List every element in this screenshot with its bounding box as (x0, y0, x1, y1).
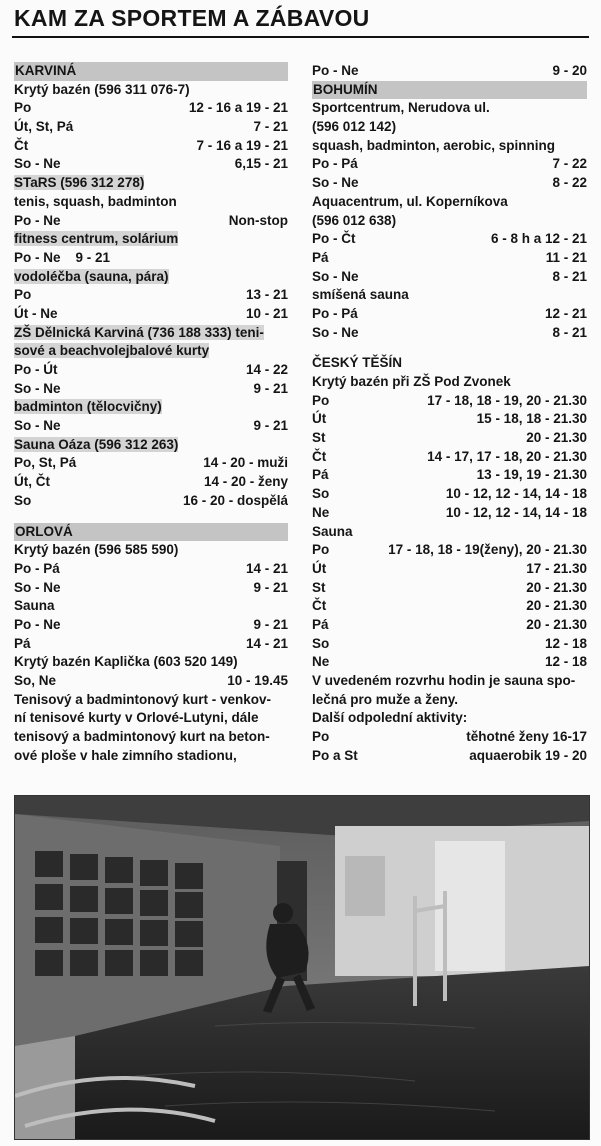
schedule-row (312, 597, 587, 616)
orlova-text-line: Tenisový a badmintonový kurt - venkov- (14, 691, 272, 707)
tesin-note-line: V uvedeném rozvrhu hodin je sauna spo- (312, 673, 576, 688)
day-label: Po - Pá (312, 305, 358, 321)
day-label: So - Ne (14, 380, 61, 396)
sportcentrum-phone: (596 012 142) (312, 119, 397, 135)
section-heading-bohumin: BOHUMÍN (312, 81, 587, 100)
schedule-row (14, 417, 288, 436)
hours-value: 15 - 18, 18 - 21.30 (476, 411, 587, 427)
day-label: So - Ne (312, 175, 359, 191)
hours-value: 16 - 20 - dospělá (182, 492, 288, 508)
hours-value: 12 - 21 (544, 305, 587, 321)
section-heading-orlova: ORLOVÁ (14, 523, 288, 542)
day-label: Út, Čt (14, 474, 50, 490)
schedule-row (14, 560, 288, 579)
stars-title-text: STaRS (596 312 278) (14, 175, 145, 191)
schedule-row (14, 672, 288, 691)
schedule-row (312, 504, 587, 523)
hours-value: 20 - 21.30 (526, 616, 587, 632)
hours-value: 20 - 21.30 (526, 579, 587, 595)
aquacentrum-title: Aquacentrum, ul. Koperníkova (312, 193, 508, 209)
hours-value: 14 - 22 (245, 362, 288, 377)
schedule-row (14, 380, 288, 399)
day-label: Ne (312, 654, 330, 670)
left-column (14, 62, 288, 765)
section-gap (14, 511, 288, 523)
day-label: Po (312, 542, 330, 558)
day-label: Ne (312, 504, 330, 520)
day-label: Út (312, 411, 327, 427)
schedule-row (312, 155, 587, 174)
fitness-title-text: fitness centrum, solárium (14, 231, 179, 247)
section-gap (312, 342, 587, 354)
day-label: Čt (312, 598, 327, 614)
day-label: Po - Ne (14, 212, 61, 228)
mixed-sauna-title: smíšená sauna (312, 287, 409, 303)
day-label: St (312, 579, 326, 595)
schedule-row (14, 492, 288, 511)
day-label: So (312, 635, 330, 651)
hydro-title-text: vodoléčba (sauna, pára) (14, 268, 169, 284)
schedule-row (312, 466, 587, 485)
kaplicka-title: Krytý bazén Kaplička (603 520 149) (14, 654, 238, 670)
other-activities-title: Další odpolední aktivity: (312, 710, 468, 726)
day-label: Po - Pá (312, 156, 358, 172)
day-label: Út (312, 560, 327, 576)
day-label: St (312, 430, 326, 446)
hours-value: 17 - 18, 18 - 19(ženy), 20 - 21.30 (388, 542, 587, 558)
hours-value: 9 - 20 (552, 63, 587, 78)
day-label: Po - Pá (14, 560, 60, 576)
hours-value: 7 - 22 (552, 156, 587, 172)
day-label: So (312, 486, 330, 502)
day-label: Po a St (312, 747, 358, 763)
hours-value: 14 - 17, 17 - 18, 20 - 21.30 (427, 448, 587, 464)
zs-title-line1 (14, 324, 288, 343)
orlova-text-line: ní tenisové kurty v Orlové-Lutyni, dále (14, 710, 259, 726)
sportcentrum-list: squash, badminton, aerobic, spinning (312, 137, 556, 153)
hours-value: 12 - 18 (544, 654, 587, 670)
hours-value: 10 - 21 (245, 305, 288, 321)
hours-value: 14 - 20 - ženy (203, 474, 288, 490)
schedule-row (312, 174, 587, 193)
schedule-row (14, 155, 288, 174)
hours-value: 7 - 16 a 19 - 21 (196, 137, 288, 153)
schedule-row (14, 286, 288, 305)
aquacentrum-phone: (596 012 638) (312, 212, 397, 228)
hours-value: 6,15 - 21 (234, 156, 288, 172)
hours-value: 13 - 21 (245, 287, 288, 303)
section-heading-karvina: KARVINÁ (14, 62, 288, 81)
schedule-row (312, 429, 587, 448)
schedule-row (312, 728, 587, 747)
hours-value: 17 - 18, 18 - 19, 20 - 21.30 (427, 392, 587, 408)
schedule-row (14, 137, 288, 156)
day-label: So - Ne (14, 418, 61, 434)
hours-value: 12 - 16 a 19 - 21 (188, 100, 288, 116)
sauna-oaza-title-text: Sauna Oáza (596 312 263) (14, 436, 179, 452)
day-label: Po (14, 100, 32, 116)
schedule-row (14, 473, 288, 492)
badminton-title-text: badminton (tělocvičny) (14, 399, 162, 415)
day-label: So - Ne (312, 268, 359, 284)
hours-value: aquaerobik 19 - 20 (469, 747, 587, 763)
schedule-row (14, 99, 288, 118)
hours-value: 10 - 12, 12 - 14, 14 - 18 (445, 486, 587, 502)
hours-value: 17 - 21.30 (526, 560, 587, 576)
day-label: So - Ne (14, 156, 61, 172)
day-label: So - Ne (312, 324, 359, 340)
schedule-row (14, 635, 288, 654)
schedule-row (312, 410, 587, 429)
day-label: Po, St, Pá (14, 455, 77, 471)
fitness-hours: Po - Ne 9 - 21 (14, 249, 111, 265)
day-label: Pá (312, 249, 329, 265)
hours-value: 9 - 21 (253, 418, 288, 434)
indoor-pool-photo (14, 795, 590, 1140)
schedule-row (312, 541, 587, 560)
hours-value: 8 - 21 (552, 324, 587, 340)
page-title: KAM ZA SPORTEM A ZÁBAVOU (14, 5, 370, 31)
sauna-oaza-title (14, 436, 288, 455)
hours-value: 7 - 21 (253, 119, 288, 135)
schedule-row (312, 249, 587, 268)
schedule-row (14, 454, 288, 473)
hours-value: 11 - 21 (545, 249, 587, 265)
tesin-sauna-title: Sauna (312, 523, 353, 539)
schedule-row (312, 747, 587, 766)
day-label: Po (14, 287, 32, 303)
hours-value: 20 - 21.30 (526, 430, 587, 446)
day-label: Pá (312, 616, 329, 632)
schedule-row (312, 579, 587, 598)
zs-title-text-2: sové a beachvolejbalové kurty (14, 343, 210, 359)
day-label: Po - Út (14, 362, 58, 377)
orlova-text-line: ové ploše v hale zimního stadionu, (14, 747, 237, 763)
orlova-pool-title: Krytý bazén (596 585 590) (14, 542, 179, 558)
schedule-row (312, 653, 587, 672)
day-label: So, Ne (14, 673, 57, 688)
day-label: Po (312, 392, 330, 408)
schedule-row (312, 324, 587, 343)
tesin-note-line: lečná pro muže a ženy. (312, 691, 459, 707)
schedule-row (312, 560, 587, 579)
schedule-row (312, 230, 587, 249)
hours-value: 12 - 18 (544, 635, 587, 651)
day-label: Út, St, Pá (14, 119, 74, 135)
title-rule (12, 36, 589, 38)
karvina-pool-title: Krytý bazén (596 311 076-7) (14, 81, 190, 97)
stars-sports: tenis, squash, badminton (14, 193, 177, 209)
schedule-row (312, 392, 587, 411)
day-label: Po - Čt (312, 231, 356, 247)
fitness-title (14, 230, 288, 249)
day-label: Pá (14, 635, 31, 651)
day-label: Po - Ne (14, 616, 61, 632)
hours-value: 9 - 21 (253, 380, 288, 396)
orlova-text-line: tenisový a badmintonový kurt na beton- (14, 729, 270, 745)
schedule-row (14, 579, 288, 598)
badminton-title (14, 398, 288, 417)
hours-value: 10 - 12, 12 - 14, 14 - 18 (445, 504, 587, 520)
day-label: Po - Ne (312, 63, 359, 78)
stars-title (14, 174, 288, 193)
day-label: Pá (312, 467, 329, 483)
schedule-row (14, 361, 288, 380)
day-label: So (14, 492, 32, 508)
schedule-row (312, 305, 587, 324)
schedule-row (312, 485, 587, 504)
section-heading-tesin: ČESKÝ TĚŠÍN (312, 355, 403, 371)
zs-title-line2 (14, 342, 288, 361)
day-label: Čt (14, 137, 29, 153)
right-column (312, 62, 587, 765)
hours-value: těhotné ženy 16-17 (466, 729, 587, 745)
schedule-row (14, 305, 288, 324)
hours-value: Non-stop (228, 212, 288, 228)
schedule-row (14, 616, 288, 635)
hours-value: 10 - 19.45 (227, 673, 288, 688)
sportcentrum-title: Sportcentrum, Nerudova ul. (312, 100, 490, 116)
schedule-row (312, 62, 587, 81)
zs-title-text-1: ZŠ Dělnická Karviná (736 188 333) teni- (14, 324, 264, 340)
hours-value: 14 - 21 (245, 560, 288, 576)
hours-value: 14 - 21 (245, 635, 288, 651)
schedule-row (312, 616, 587, 635)
day-label: So - Ne (14, 579, 61, 595)
schedule-row (14, 118, 288, 137)
hours-value: 8 - 21 (552, 268, 587, 284)
schedule-row (312, 635, 587, 654)
day-label: Čt (312, 448, 327, 464)
pool-photo-illustration (15, 796, 589, 1139)
schedule-row (14, 212, 288, 231)
hours-value: 13 - 19, 19 - 21.30 (476, 467, 587, 483)
day-label: Po (312, 729, 330, 745)
hydro-title (14, 268, 288, 287)
hours-value: 8 - 22 (552, 175, 587, 191)
day-label: Út - Ne (14, 305, 58, 321)
schedule-row (312, 448, 587, 467)
hours-value: 9 - 21 (253, 579, 288, 595)
orlova-sauna-title: Sauna (14, 598, 55, 614)
hours-value: 14 - 20 - muži (203, 455, 288, 471)
hours-value: 20 - 21.30 (526, 598, 587, 614)
schedule-row (312, 268, 587, 287)
hours-value: 9 - 21 (253, 616, 288, 632)
hours-value: 6 - 8 h a 12 - 21 (490, 231, 587, 247)
tesin-pool-title: Krytý bazén při ZŠ Pod Zvonek (312, 374, 511, 389)
